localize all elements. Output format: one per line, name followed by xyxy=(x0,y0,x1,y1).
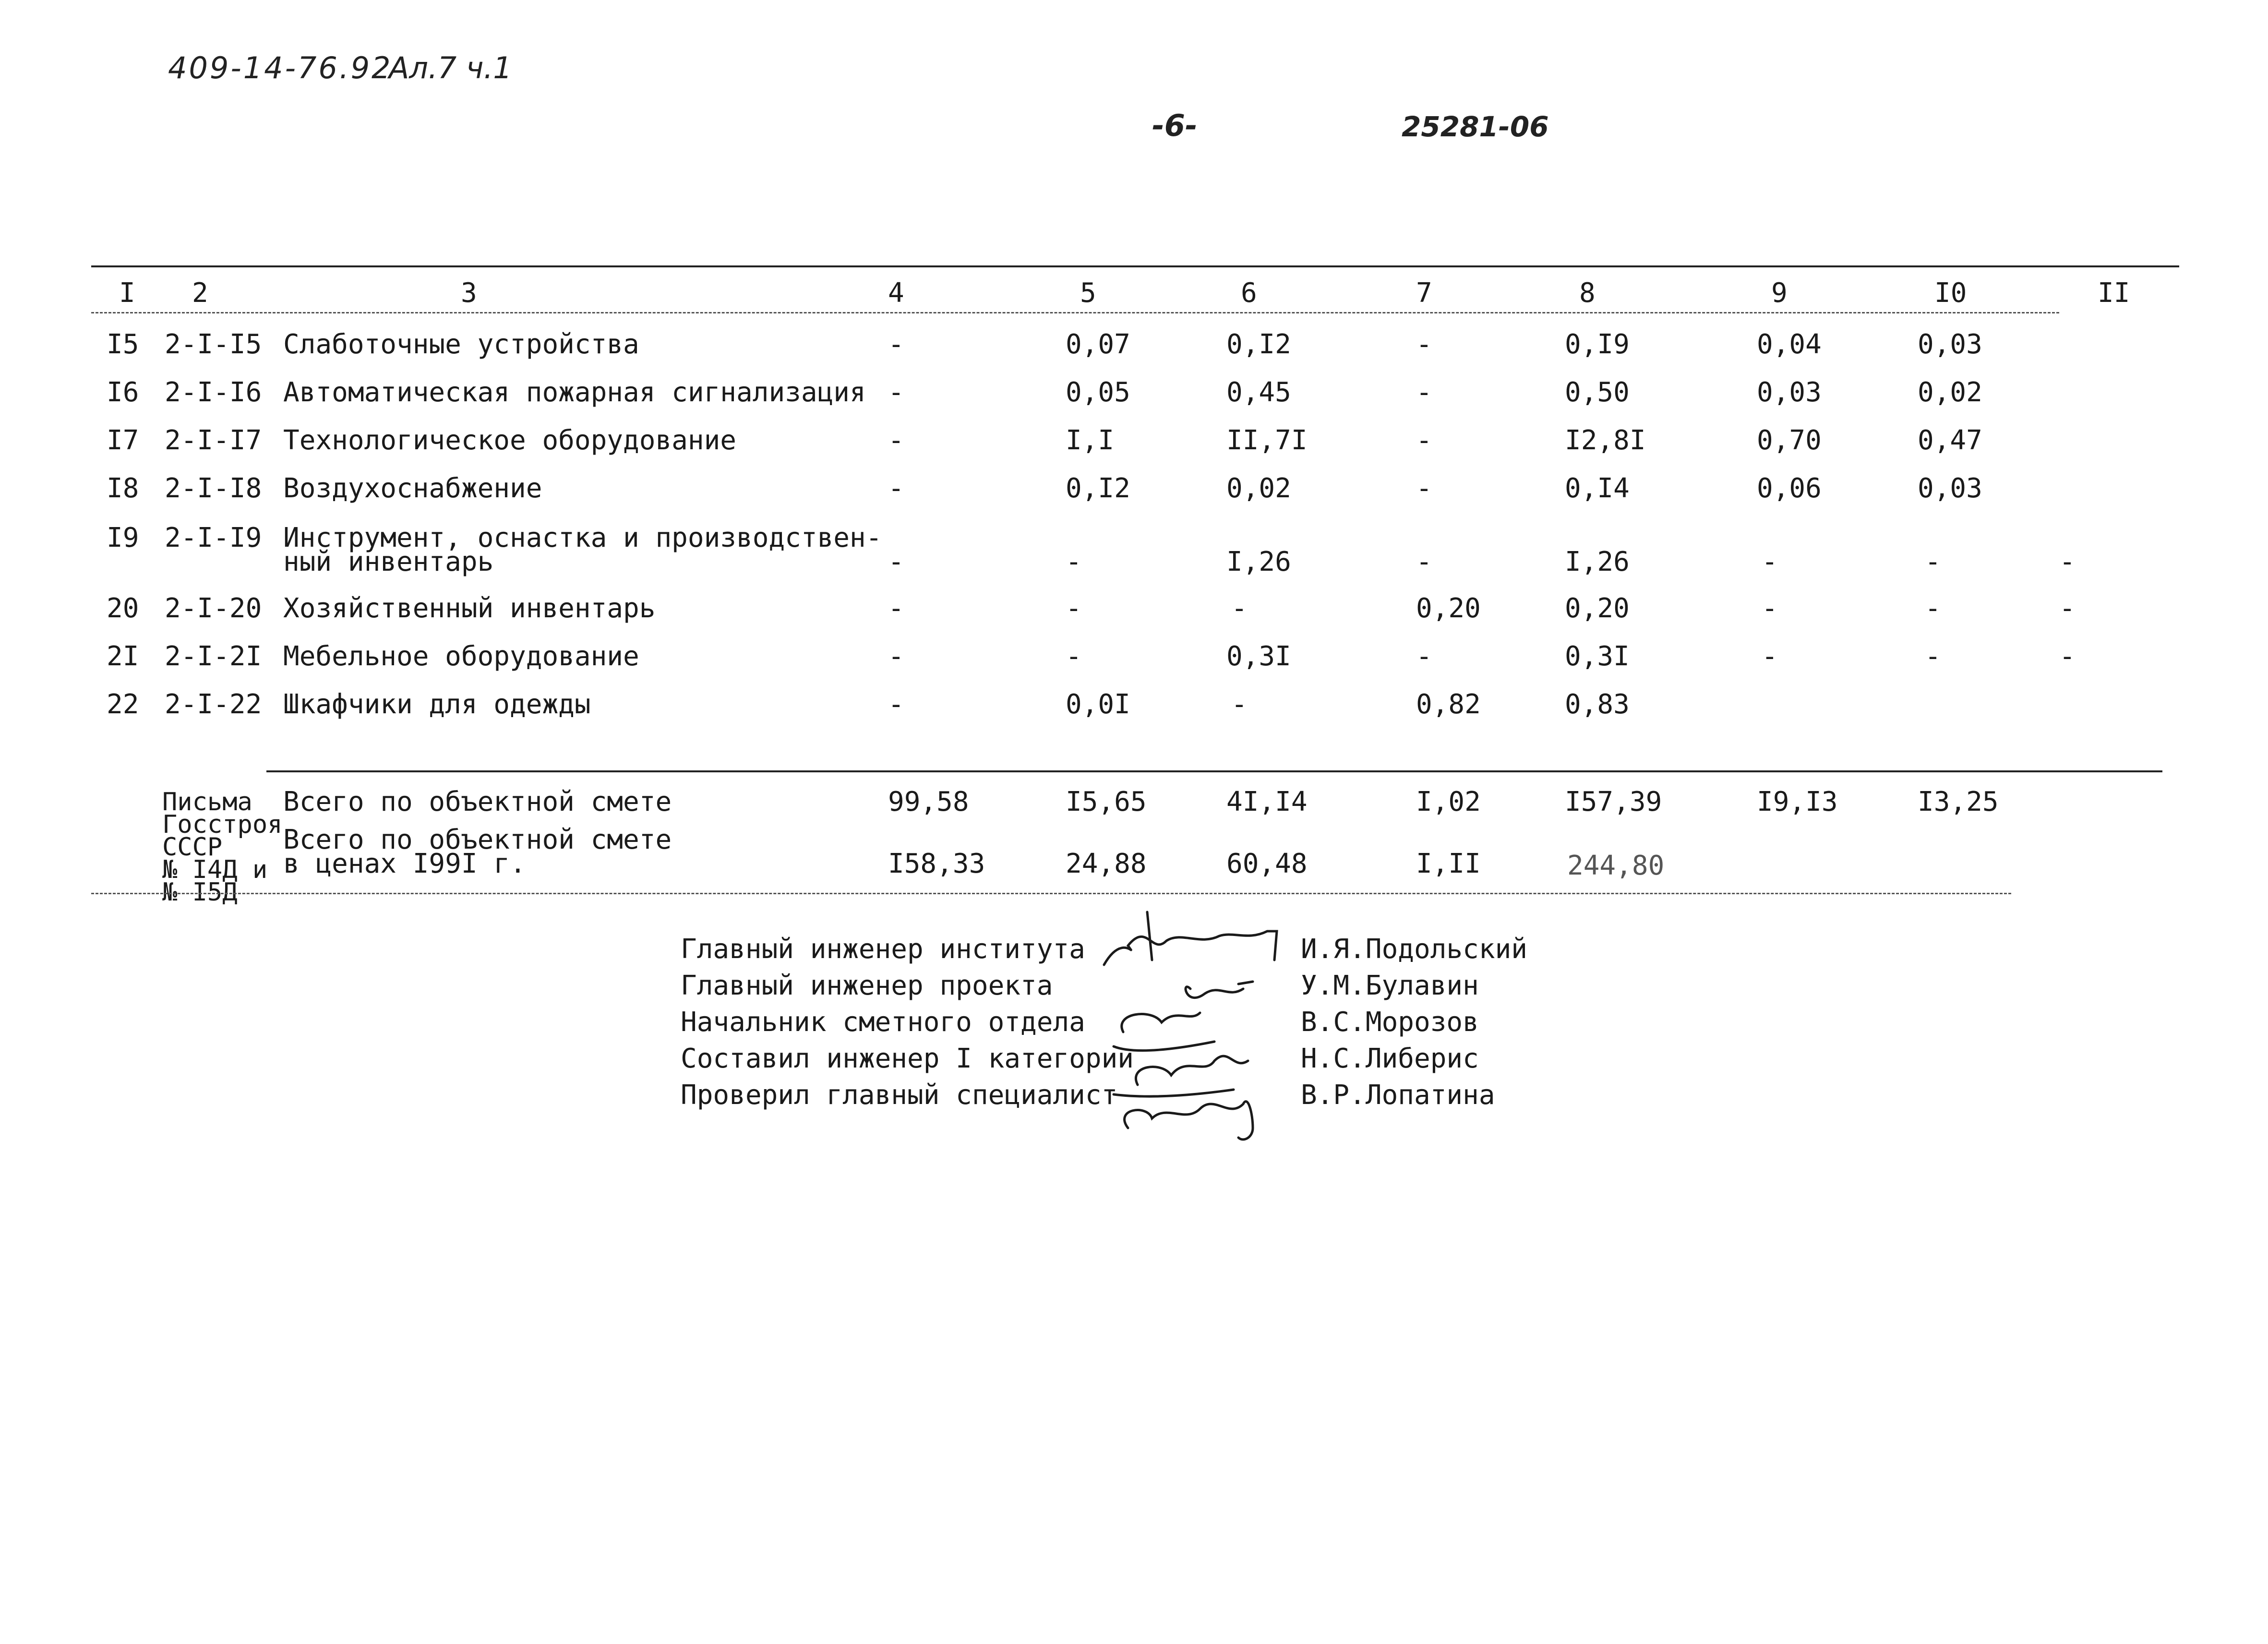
cell-col6: - xyxy=(1231,593,1248,624)
row-name: Слаботочные устройства xyxy=(283,329,639,360)
cell-col6: 0,02 xyxy=(1226,473,1291,504)
cell-col10: - xyxy=(1925,641,1941,672)
cell-col8: I,26 xyxy=(1565,546,1630,577)
cell-col8: 0,3I xyxy=(1565,641,1630,672)
header-bottom-rule xyxy=(91,312,2059,313)
cell-col9: 0,03 xyxy=(1757,377,1822,408)
signature-role: Начальник сметного отдела xyxy=(681,1007,1085,1038)
signature-role: Главный инженер института xyxy=(681,934,1085,965)
total-col7: I,II xyxy=(1416,848,1481,879)
total-col5: I5,65 xyxy=(1066,786,1147,817)
cell-col5: 0,05 xyxy=(1066,377,1130,408)
cell-col7: - xyxy=(1416,546,1432,577)
cell-col6: 0,45 xyxy=(1226,377,1291,408)
row-number: 22 xyxy=(107,689,139,720)
table-bottom-rule xyxy=(91,893,2011,894)
cell-col7: 0,20 xyxy=(1416,593,1481,624)
cell-col4: - xyxy=(888,377,904,408)
cell-col7: - xyxy=(1416,377,1432,408)
signature-role: Главный инженер проекта xyxy=(681,970,1053,1001)
row-name: Шкафчики для одежды xyxy=(283,689,591,720)
column-header-10: I0 xyxy=(1934,277,1967,309)
row-name: Автоматическая пожарная сигнализация xyxy=(283,377,866,408)
total-col4: I58,33 xyxy=(888,848,985,879)
row-code: 2-I-22 xyxy=(165,689,262,720)
cell-col9: - xyxy=(1762,593,1778,624)
doc-code: 409-14-76.92 xyxy=(168,50,393,85)
cell-col4: - xyxy=(888,425,904,456)
cell-col6: II,7I xyxy=(1226,425,1308,456)
row-name: Мебельное оборудование xyxy=(283,641,639,672)
signature-name: Н.С.Либерис xyxy=(1301,1043,1479,1074)
cell-col7: - xyxy=(1416,329,1432,360)
cell-col4: - xyxy=(888,689,904,720)
signature-role: Проверил главный специалист xyxy=(681,1080,1118,1111)
column-header-4: 4 xyxy=(888,277,904,309)
cell-col8: 0,I4 xyxy=(1565,473,1630,504)
cell-col8: I2,8I xyxy=(1565,425,1646,456)
row-number: I7 xyxy=(107,425,139,456)
cell-col8: 0,20 xyxy=(1565,593,1630,624)
total-col6: 60,48 xyxy=(1226,848,1308,879)
total-col10: I3,25 xyxy=(1918,786,1999,817)
cell-col10: - xyxy=(1925,546,1941,577)
row-code: 2-I-I9 xyxy=(165,522,262,553)
cell-col5: - xyxy=(1066,593,1082,624)
cell-col10: 0,03 xyxy=(1918,329,1982,360)
column-header-7: 7 xyxy=(1416,277,1432,309)
row-name: Хозяйственный инвентарь xyxy=(283,593,656,624)
row-code: 2-I-I5 xyxy=(165,329,262,360)
cell-col10: - xyxy=(1925,593,1941,624)
letters-note-line: СССР xyxy=(162,833,223,862)
total-col7: I,02 xyxy=(1416,786,1481,817)
signature-role: Составил инженер I категории xyxy=(681,1043,1134,1074)
column-header-2: 2 xyxy=(192,277,208,309)
handwritten-signatures xyxy=(1094,902,1296,1142)
row-code: 2-I-I6 xyxy=(165,377,262,408)
cell-col8: 0,50 xyxy=(1565,377,1630,408)
signature-name: В.Р.Лопатина xyxy=(1301,1080,1495,1111)
cell-col4: - xyxy=(888,546,904,577)
cell-col7: - xyxy=(1416,425,1432,456)
total-label: Всего по объектной смете xyxy=(283,786,672,817)
cell-col4: - xyxy=(888,329,904,360)
cell-col9: 0,70 xyxy=(1757,425,1822,456)
cell-col5: 0,07 xyxy=(1066,329,1130,360)
row-number: 20 xyxy=(107,593,139,624)
cell-col6: 0,I2 xyxy=(1226,329,1291,360)
cell-col7: 0,82 xyxy=(1416,689,1481,720)
cell-col5: 0,I2 xyxy=(1066,473,1130,504)
row-code: 2-I-I7 xyxy=(165,425,262,456)
total-col5: 24,88 xyxy=(1066,848,1147,879)
cell-col10: 0,03 xyxy=(1918,473,1982,504)
cell-col11: - xyxy=(2059,641,2076,672)
cell-col5: 0,0I xyxy=(1066,689,1130,720)
total-col6: 4I,I4 xyxy=(1226,786,1308,817)
signature-name: В.С.Морозов xyxy=(1301,1007,1479,1038)
column-header-6: 6 xyxy=(1241,277,1257,309)
total-col9: I9,I3 xyxy=(1757,786,1838,817)
total-col4: 99,58 xyxy=(888,786,969,817)
column-header-1: I xyxy=(119,277,135,309)
cell-col11: - xyxy=(2059,593,2076,624)
row-name: Воздухоснабжение xyxy=(283,473,542,504)
cell-col7: - xyxy=(1416,473,1432,504)
letters-note-line: Госстроя xyxy=(162,810,283,839)
letters-note-line: № I4Д и xyxy=(162,855,268,884)
album-reference: Ал.7 ч.1 xyxy=(389,50,512,85)
letters-note-line: Письма xyxy=(162,788,252,816)
cell-col5: - xyxy=(1066,546,1082,577)
total-label-line1: Всего по объектной смете xyxy=(283,824,672,855)
table-top-rule xyxy=(91,265,2179,267)
cell-col4: - xyxy=(888,473,904,504)
row-code: 2-I-I8 xyxy=(165,473,262,504)
cell-col6: - xyxy=(1231,689,1248,720)
cell-col4: - xyxy=(888,641,904,672)
column-header-9: 9 xyxy=(1771,277,1788,309)
row-code: 2-I-2I xyxy=(165,641,262,672)
column-header-11: II xyxy=(2098,277,2130,309)
totals-top-rule xyxy=(266,770,2162,772)
cell-col10: 0,02 xyxy=(1918,377,1982,408)
cell-col9: - xyxy=(1762,546,1778,577)
cell-col5: - xyxy=(1066,641,1082,672)
cell-col6: 0,3I xyxy=(1226,641,1291,672)
letters-note-line: № I5Д xyxy=(162,878,238,907)
cell-col9: - xyxy=(1762,641,1778,672)
total-label-line2: в ценах I99I г. xyxy=(283,848,526,879)
signature-name: И.Я.Подольский xyxy=(1301,934,1528,965)
cell-col6: I,26 xyxy=(1226,546,1291,577)
column-header-3: 3 xyxy=(461,277,477,309)
cell-col9: 0,06 xyxy=(1757,473,1822,504)
row-number: I5 xyxy=(107,329,139,360)
cell-col8: 0,83 xyxy=(1565,689,1630,720)
cell-col7: - xyxy=(1416,641,1432,672)
cell-col4: - xyxy=(888,593,904,624)
cell-col10: 0,47 xyxy=(1918,425,1982,456)
cell-col5: I,I xyxy=(1066,425,1115,456)
row-number: 2I xyxy=(107,641,139,672)
column-header-8: 8 xyxy=(1579,277,1596,309)
row-number: I8 xyxy=(107,473,139,504)
cell-col9: 0,04 xyxy=(1757,329,1822,360)
page-number: -6- xyxy=(1152,108,1198,143)
signature-name: У.М.Булавин xyxy=(1301,970,1479,1001)
row-number: I9 xyxy=(107,522,139,553)
total-col8: I57,39 xyxy=(1565,786,1662,817)
row-name-line2: ный инвентарь xyxy=(283,546,494,577)
row-number: I6 xyxy=(107,377,139,408)
row-code: 2-I-20 xyxy=(165,593,262,624)
cell-col11: - xyxy=(2059,546,2076,577)
total-col8: 244,80 xyxy=(1567,850,1665,881)
row-name: Технологическое оборудование xyxy=(283,425,737,456)
cell-col8: 0,I9 xyxy=(1565,329,1630,360)
registration-number: 25281-06 xyxy=(1402,110,1549,143)
row-name-line1: Инструмент, оснастка и производствен- xyxy=(283,522,882,553)
column-header-5: 5 xyxy=(1080,277,1096,309)
